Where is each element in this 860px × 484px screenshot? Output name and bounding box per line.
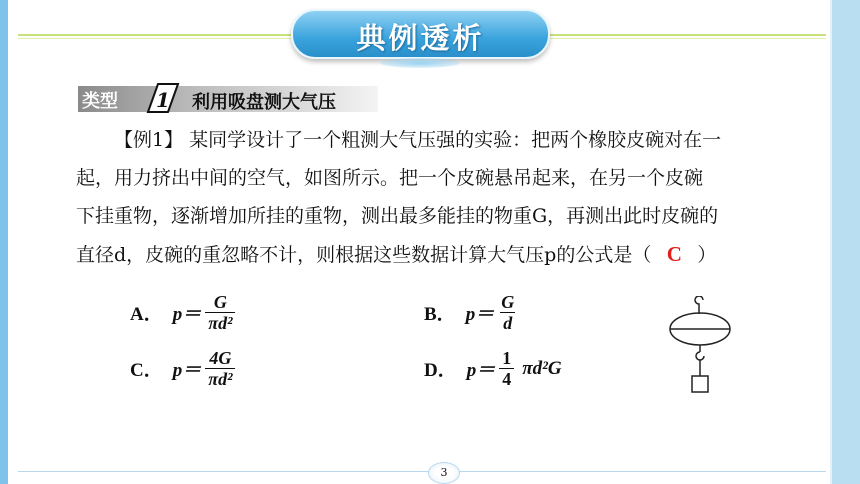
option-d-denominator: 4 [499, 368, 514, 389]
title-glow [380, 58, 460, 68]
option-d-numerator: 1 [502, 348, 512, 368]
option-a-numerator: G [213, 292, 227, 312]
answer-mark: C [666, 242, 682, 266]
problem-line-4-text: 直径d，皮碗的重忽略不计，则根据这些数据计算大气压p的公式是（ [76, 244, 652, 266]
option-b-lhs: p＝ [465, 304, 495, 325]
suction-cup-figure [660, 296, 742, 400]
option-c-numerator: 4G [209, 348, 232, 368]
option-d [424, 348, 562, 389]
problem-line-4-close: ） [697, 244, 717, 266]
option-a-fraction [205, 292, 235, 333]
type-title: 利用吸盘测大气压 [192, 92, 336, 113]
left-border [0, 0, 8, 484]
top-hook-icon [695, 296, 703, 314]
option-a-denominator: πd² [205, 312, 235, 333]
problem-line-1: 【例1】 某同学设计了一个粗测大气压强的实验：把两个橡胶皮碗对在一 [114, 129, 722, 151]
problem-line-2: 起，用力挤出中间的空气，如图所示。把一个皮碗悬吊起来，在另一个皮碗 [76, 167, 704, 189]
option-c-lhs: p＝ [172, 360, 202, 381]
type-number: 1 [156, 88, 170, 112]
type-label: 类型 [82, 91, 118, 112]
right-border [832, 0, 860, 484]
type-number-badge [144, 82, 180, 114]
option-a [130, 292, 239, 333]
option-b-fraction [498, 292, 517, 333]
option-b [424, 292, 521, 333]
option-d-label: D． [424, 360, 457, 381]
option-a-label: A． [130, 304, 163, 325]
option-b-numerator: G [501, 292, 515, 312]
type-banner [78, 82, 378, 114]
option-c-fraction [205, 348, 235, 389]
option-d-lhs: p＝ [466, 360, 496, 381]
bottom-rule [18, 471, 826, 472]
option-d-fraction [499, 348, 514, 389]
option-c [130, 348, 239, 389]
weight-icon [692, 376, 708, 392]
page-title: 典例透析 [356, 21, 485, 55]
option-b-label: B． [424, 304, 456, 325]
option-b-denominator: d [500, 312, 515, 333]
option-c-denominator: πd² [205, 368, 235, 389]
bottom-hook-icon [696, 352, 704, 360]
problem-line-4 [76, 235, 816, 274]
option-d-tail: πd²G [522, 357, 562, 379]
page-number: 3 [428, 462, 460, 484]
title-banner [291, 9, 550, 59]
option-a-lhs: p＝ [172, 304, 202, 325]
problem-text [76, 121, 816, 274]
option-c-label: C． [130, 360, 163, 381]
problem-line-3: 下挂重物，逐渐增加所挂的重物，测出最多能挂的物重G，再测出此时皮碗的 [76, 205, 719, 227]
